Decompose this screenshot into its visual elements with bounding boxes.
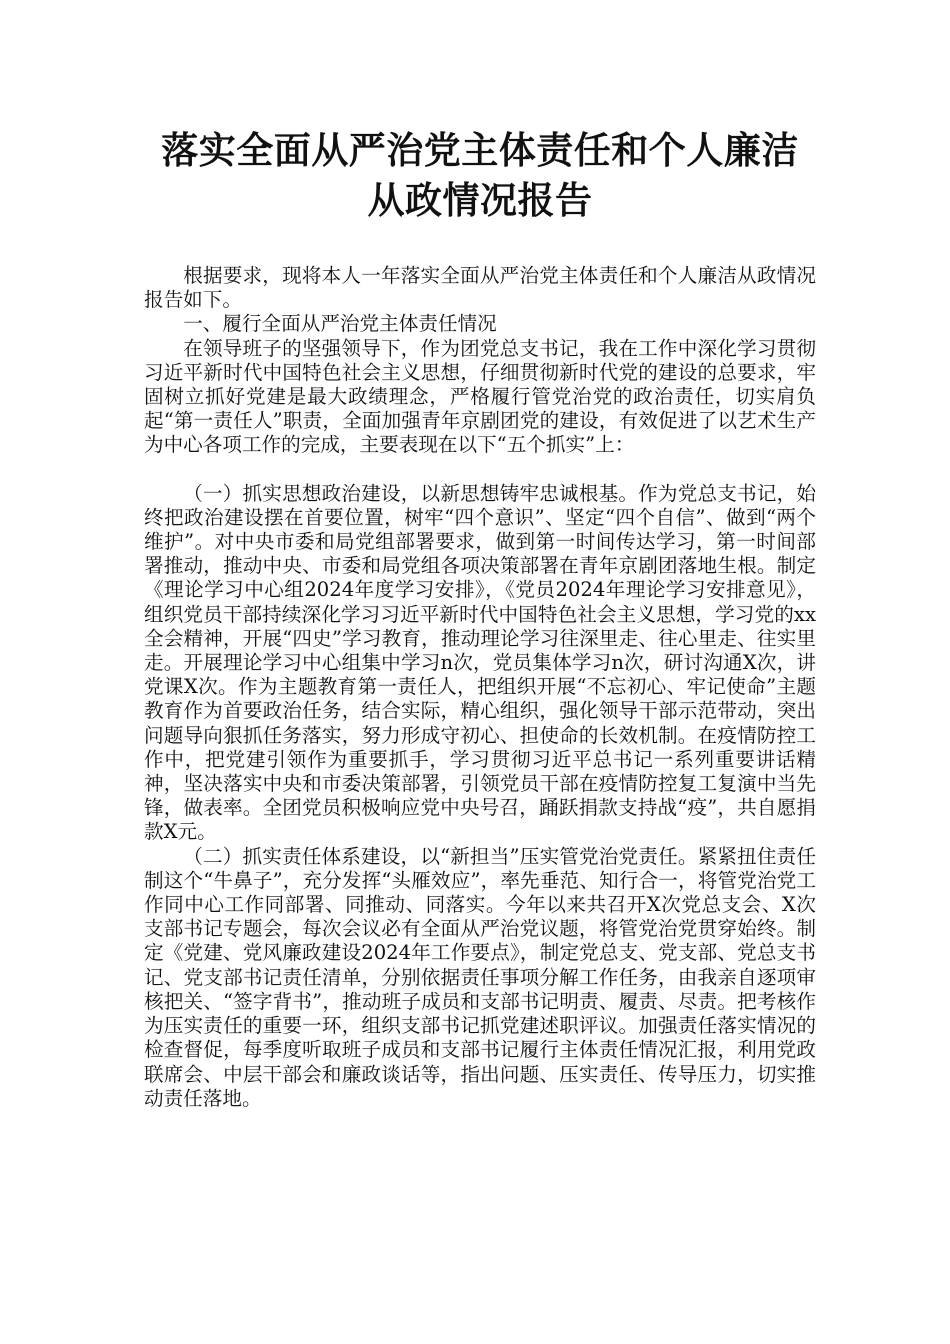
body-paragraph-item-2: （二）抓实责任体系建设，以“新担当”压实管党治党责任。紧紧扭住责任制这个“牛鼻子”，充分发挥“头雁效应”，率先垂范、知行合一，将管党治党工作同中心工作同部署、同推动、同落实。今年以来共召开X次党总支会、X次支部书记专题会，每次会议必有全面从严治党议题，将管党治党贯穿始终。制定《党建、党风廉政建设2024年工作要点》，制定党总支、党支部、党总支书记、党支部书记责任清单，分别依据责任事项分解工作任务，由我亲自逐项审核把关、“签字背书”，推动班子成员和支部书记明责、履责、尽责。把考核作为压实责任的重要一环，组织支部书记抓党建述职评议。加强责任落实情况的检查督促，每季度听取班子成员和支部书记履行主体责任情况汇报，利用党政联席会、中层干部会和廉政谈话等，指出问题、压实责任、传导压力，切实推动责任落地。 [144, 844, 816, 1110]
body-paragraph-overview: 在领导班子的坚强领导下，作为团党总支书记，我在工作中深化学习贯彻习近平新时代中国特色社会主义思想，仔细贯彻新时代党的建设的总要求，牢固树立抓好党建是最大政绩理念，严格履行管党治党的政治责任，切实肩负起“第一责任人”职责，全面加强青年京剧团党的建设，有效促进了以艺术生产为中心各项工作的完成，主要表现在以下“五个抓实”上： [144, 336, 816, 457]
title-line-2: 从政情况报告 [367, 179, 593, 222]
title-line-1: 落实全面从严治党主体责任和个人廉洁 [161, 129, 799, 172]
document-title [144, 126, 816, 226]
document-page [144, 126, 816, 1111]
intro-paragraph: 根据要求，现将本人一年落实全面从严治党主体责任和个人廉洁从政情况报告如下。 [144, 264, 816, 312]
body-paragraph-item-1: （一）抓实思想政治建设，以新思想铸牢忠诚根基。作为党总支书记，始终把政治建设摆在首要位置，树牢“四个意识”、坚定“四个自信”、做到“两个维护”。对中央市委和局党组部署要求，做到第一时间传达学习，第一时间部署推动，推动中央、市委和局党组各项决策部署在青年京剧团落地生根。制定《理论学习中心组2024年度学习安排》，《党员2024年理论学习安排意见》，组织党员干部持续深化学习习近平新时代中国特色社会主义思想，学习党的xx全会精神，开展“四史”学习教育，推动理论学习往深里走、往心里走、往实里走。开展理论学习中心组集中学习n次，党员集体学习n次，研讨沟通X次，讲党课X次。作为主题教育第一责任人，把组织开展“不忘初心、牢记使命”主题教育作为首要政治任务，结合实际，精心组织，强化领导干部示范带动，突出问题导向狠抓任务落实，努力形成守初心、担使命的长效机制。在疫情防控工作中，把党建引领作为重要抓手，学习贯彻习近平总书记一系列重要讲话精神，坚决落实中央和市委决策部署，引领党员干部在疫情防控复工复演中当先锋，做表率。全团党员积极响应党中央号召，踊跃捐款支持战“疫”，共自愿捐款X元。 [144, 481, 816, 844]
section-heading-1: 一、履行全面从严治党主体责任情况 [183, 312, 497, 336]
